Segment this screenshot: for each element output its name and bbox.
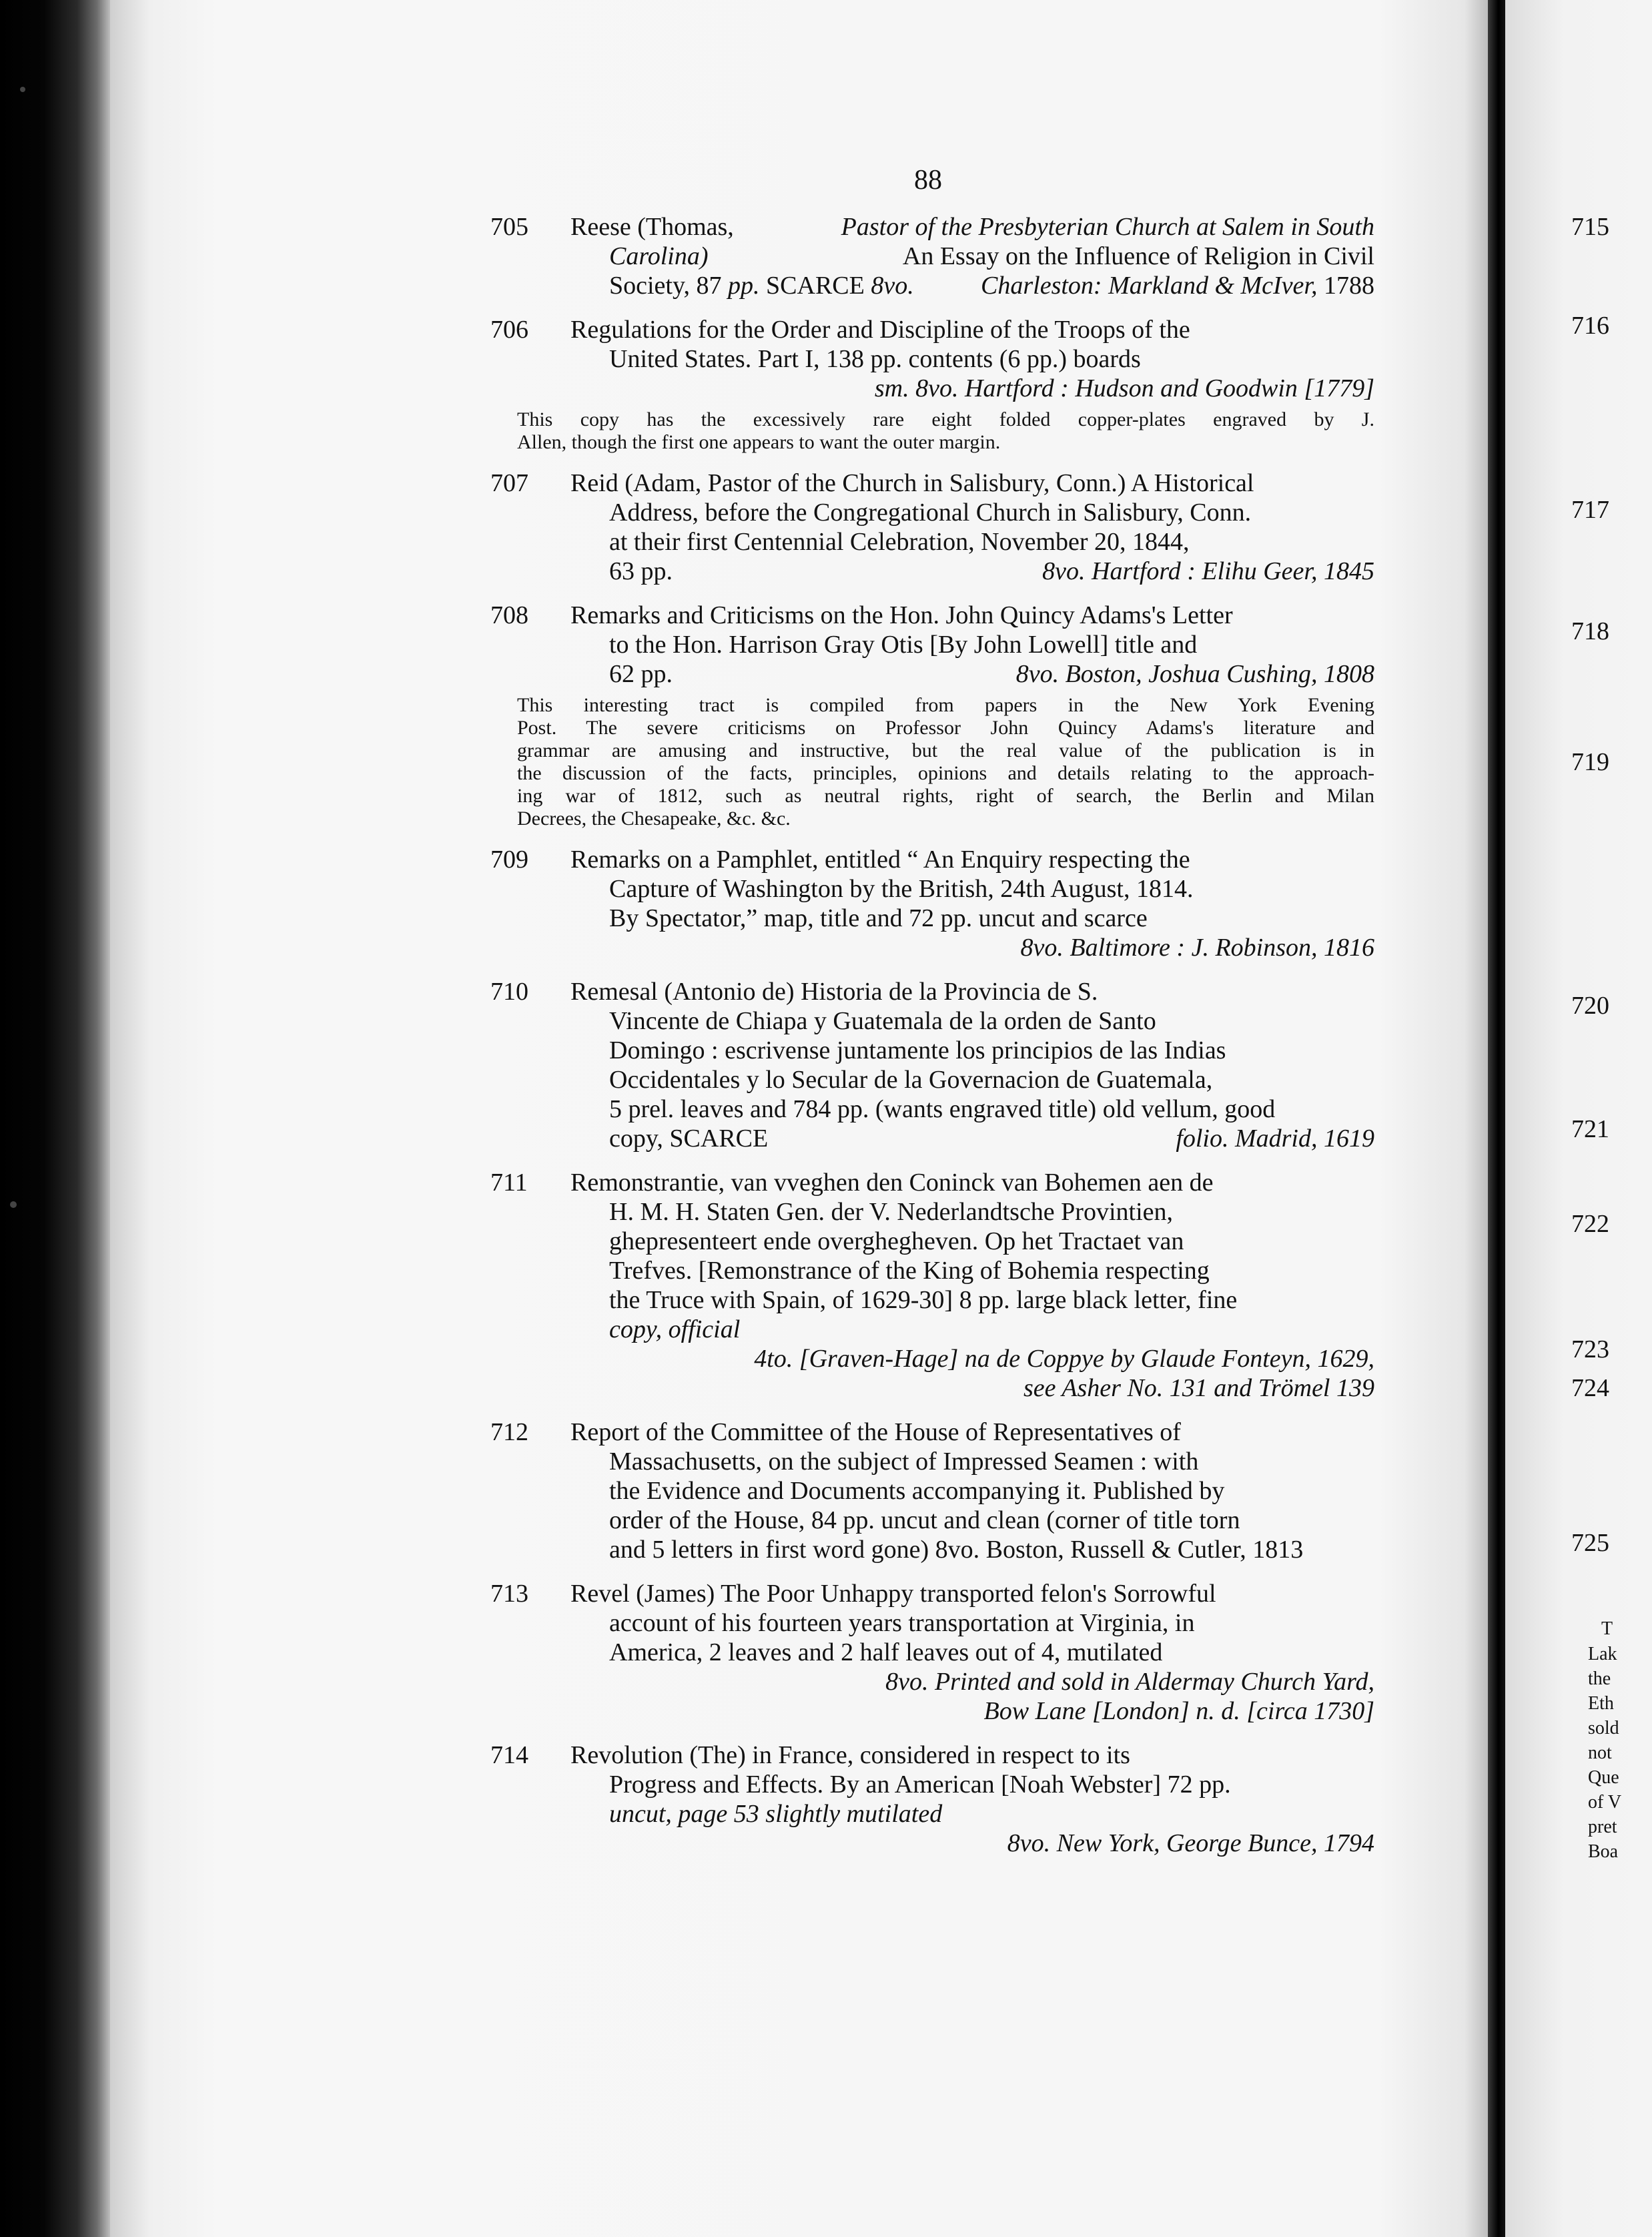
entry-line: Reese (Thomas, Pastor of the Presbyterian Church at Salem in South — [570, 213, 1374, 241]
next-page-fragment: the — [1588, 1668, 1611, 1689]
next-page-number: 718 — [1571, 617, 1609, 645]
entry-line: Capture of Washington by the British, 24th August, 1814. — [609, 875, 1194, 903]
catalogue-entry — [490, 212, 1374, 300]
entry-number: 712 — [490, 1418, 528, 1446]
entry-line: at their first Centennial Celebration, November 20, 1844, — [609, 528, 1190, 556]
entry-line: America, 2 leaves and 2 half leaves out of 4, mutilated — [609, 1638, 1163, 1666]
catalogue-entries — [490, 212, 1374, 1873]
next-page-number: 716 — [1571, 312, 1609, 340]
catalogue-entry — [490, 1168, 1374, 1403]
entry-imprint: folio. Madrid, 1619 — [1176, 1125, 1374, 1153]
next-page-number: 717 — [1571, 496, 1609, 524]
entry-imprint: 8vo. Hartford : Elihu Geer, 1845 — [1042, 557, 1374, 585]
entry-number: 707 — [490, 469, 528, 497]
next-page-number: 719 — [1571, 748, 1609, 776]
entry-imprint: 4to. [Graven-Hage] na de Coppye by Glaude Fonteyn, 1629, — [754, 1345, 1374, 1373]
entry-line: 62 pp. 8vo. Boston, Joshua Cushing, 1808 — [609, 660, 1374, 688]
catalogue-entry — [490, 1579, 1374, 1726]
next-page-fragment: Eth — [1588, 1693, 1614, 1714]
entry-line: ghepresenteert ende overghegheven. Op het Tractaet van — [609, 1227, 1184, 1255]
page-number: 88 — [914, 165, 942, 196]
catalogue-entry — [490, 1740, 1374, 1858]
entry-line: By Spectator,” map, title and 72 pp. uncut and scarce — [609, 904, 1148, 932]
next-page-fragment: pret — [1588, 1817, 1617, 1837]
entry-line: and 5 letters in first word gone) 8vo. Boston, Russell & Cutler, 1813 — [609, 1536, 1304, 1564]
catalogue-entry — [490, 845, 1374, 962]
entry-line: Reid (Adam, Pastor of the Church in Salisbury, Conn.) A Historical — [570, 469, 1254, 497]
entry-imprint: 8vo. Boston, Joshua Cushing, 1808 — [1015, 660, 1374, 688]
entry-number: 706 — [490, 316, 528, 344]
next-page-fragment: of V — [1588, 1792, 1622, 1813]
entry-imprint: Bow Lane [London] n. d. [circa 1730] — [983, 1697, 1374, 1725]
entry-line: Remarks on a Pamphlet, entitled “ An Enquiry respecting the — [570, 846, 1190, 874]
entry-number: 708 — [490, 601, 528, 629]
entry-line: Address, before the Congregational Church in Salisbury, Conn. — [609, 499, 1252, 527]
entry-imprint: 8vo. New York, George Bunce, 1794 — [1007, 1829, 1374, 1857]
next-page-fragment: sold — [1588, 1718, 1619, 1738]
next-page-number: 724 — [1571, 1374, 1609, 1402]
entry-line: H. M. H. Staten Gen. der V. Nederlandtsche Provintien, — [609, 1198, 1173, 1226]
entry-reference: see Asher No. 131 and Trömel 139 — [1023, 1374, 1374, 1402]
entry-line: copy, official — [609, 1315, 741, 1343]
entry-line: uncut, page 53 slightly mutilated — [609, 1800, 943, 1828]
entry-line: 63 pp. 8vo. Hartford : Elihu Geer, 1845 — [609, 557, 1374, 585]
next-page-number: 722 — [1571, 1210, 1609, 1238]
entry-line: the Truce with Spain, of 1629-30] 8 pp. large black letter, fine — [609, 1286, 1238, 1314]
entry-line: Regulations for the Order and Discipline of the Troops of the — [570, 316, 1190, 344]
entry-line: copy, SCARCE folio. Madrid, 1619 — [609, 1125, 1374, 1153]
entry-number: 705 — [490, 213, 528, 241]
entry-line: to the Hon. Harrison Gray Otis [By John Lowell] title and — [609, 631, 1198, 659]
catalogue-entry — [490, 1417, 1374, 1564]
dust-speck — [20, 87, 25, 92]
catalogue-entry — [490, 468, 1374, 586]
entry-number: 710 — [490, 978, 528, 1006]
entry-line: Society, 87 pp. SCARCE 8vo. Charleston: Markland & McIver, 1788 — [609, 272, 1374, 300]
entry-line: Progress and Effects. By an American [Noah Webster] 72 pp. — [609, 1771, 1231, 1799]
next-page-number: 725 — [1571, 1529, 1609, 1557]
entry-number: 711 — [490, 1169, 528, 1197]
entry-line: 5 prel. leaves and 784 pp. (wants engraved title) old vellum, good — [609, 1095, 1276, 1123]
next-page-fragment: Lak — [1588, 1644, 1617, 1664]
entry-line: Occidentales y lo Secular de la Governacion de Guatemala, — [609, 1066, 1213, 1094]
entry-line: Domingo : escrivense juntamente los principios de las Indias — [609, 1036, 1226, 1064]
entry-line: order of the House, 84 pp. uncut and clean (corner of title torn — [609, 1506, 1240, 1534]
next-page-fragment: Boa — [1588, 1841, 1619, 1862]
dust-speck — [10, 1201, 17, 1208]
entry-imprint: sm. 8vo. Hartford : Hudson and Goodwin [1779] — [874, 374, 1374, 402]
next-page-number: 720 — [1571, 992, 1609, 1020]
entry-line: Remesal (Antonio de) Historia de la Provincia de S. — [570, 978, 1098, 1006]
entry-line: Revel (James) The Poor Unhappy transported felon's Sorrowful — [570, 1580, 1216, 1608]
entry-imprint: 8vo. Printed and sold in Aldermay Church Yard, — [885, 1668, 1374, 1696]
entry-line: Trefves. [Remonstrance of the King of Bohemia respecting — [609, 1257, 1210, 1285]
next-page-number: 723 — [1571, 1335, 1609, 1363]
next-page-number: 721 — [1571, 1115, 1609, 1143]
catalogue-entry — [490, 601, 1374, 830]
entry-line: Remonstrantie, van vveghen den Coninck van Bohemen aen de — [570, 1169, 1214, 1197]
catalogue-entry — [490, 977, 1374, 1153]
next-page-fragment: not — [1588, 1742, 1612, 1763]
entry-line: the Evidence and Documents accompanying it. Published by — [609, 1477, 1225, 1505]
entry-line: account of his fourteen years transportation at Virginia, in — [609, 1609, 1195, 1637]
left-page-edge — [0, 0, 110, 2237]
entry-number: 714 — [490, 1741, 528, 1769]
entry-line: Remarks and Criticisms on the Hon. John Quincy Adams's Letter — [570, 601, 1233, 629]
book-gutter — [1488, 0, 1505, 2237]
entry-line: Vincente de Chiapa y Guatemala de la orden de Santo — [609, 1007, 1156, 1035]
entry-note: This interesting tract is compiled from papers in the New York Evening Post. The severe criticisms on Professor John Quincy Adams's literature and grammar are amusing and instructive, but the real value of the publication is in the discussion of the facts, principles, opinions and details relating to the approach- ing war of 1812, such as neutral rights, right of search, the Berlin and Milan Decrees, the Chesapeake, &c. &c. — [517, 694, 1374, 830]
entry-line: Revolution (The) in France, considered in respect to its — [570, 1741, 1130, 1769]
catalogue-entry — [490, 315, 1374, 454]
entry-line: United States. Part I, 138 pp. contents (6 pp.) boards — [609, 345, 1141, 373]
next-page-fragment: T — [1601, 1618, 1613, 1639]
next-page-number: 715 — [1571, 213, 1609, 241]
entry-line: Massachusetts, on the subject of Impressed Seamen : with — [609, 1448, 1199, 1476]
next-page-fragment: Que — [1588, 1767, 1619, 1788]
entry-note: This copy has the excessively rare eight folded copper-plates engraved by J. Allen, though the first one appears to want the outer margin. — [517, 408, 1374, 453]
entry-imprint: 8vo. Baltimore : J. Robinson, 1816 — [1020, 934, 1374, 962]
entry-number: 713 — [490, 1580, 528, 1608]
entry-line: Carolina) An Essay on the Influence of Religion in Civil — [609, 242, 1374, 270]
entry-line: Report of the Committee of the House of Representatives of — [570, 1418, 1181, 1446]
entry-number: 709 — [490, 846, 528, 874]
